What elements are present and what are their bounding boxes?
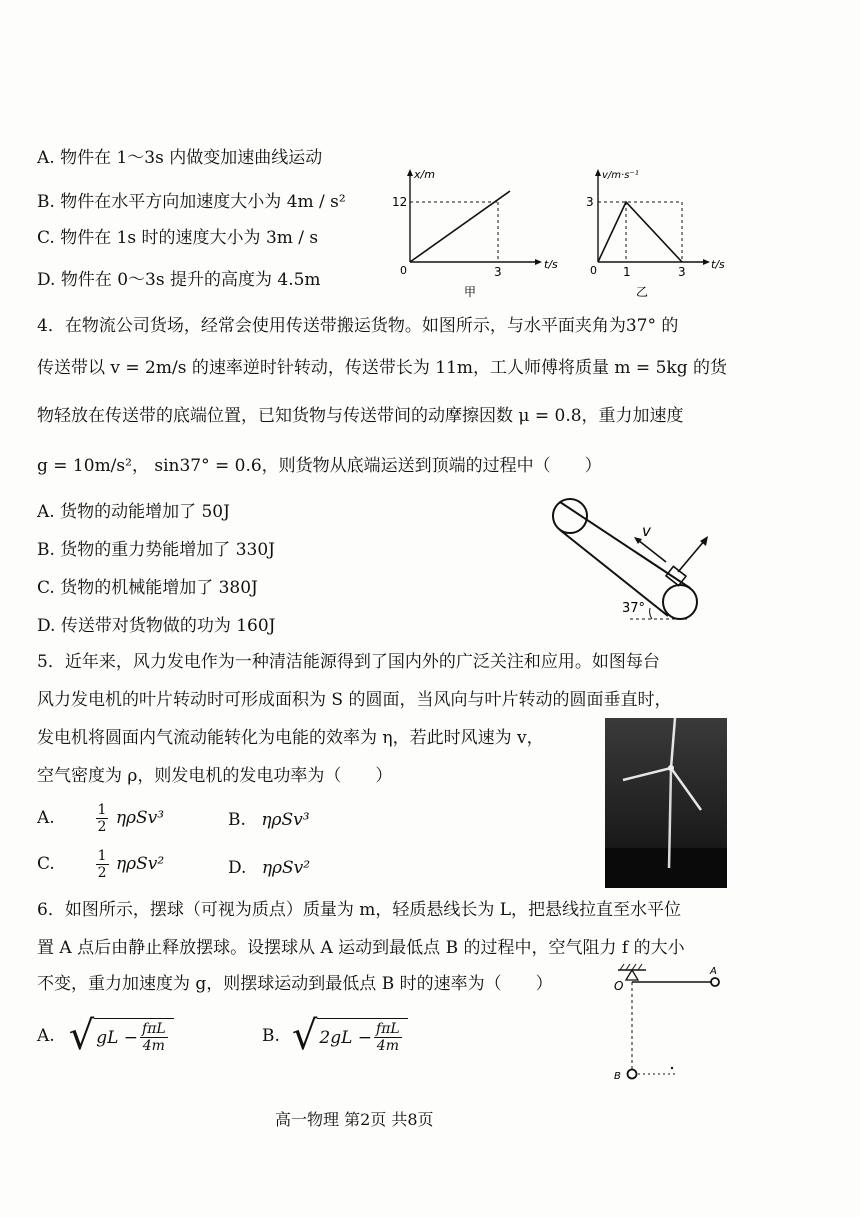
- label-a: A: [710, 966, 717, 977]
- velocity-label: v: [642, 522, 651, 540]
- label-b: B: [614, 1071, 621, 1082]
- label-o: O: [614, 979, 624, 993]
- graph-yi-xlabel: t/s: [711, 258, 725, 271]
- ball-at-b: [628, 1070, 637, 1079]
- graph-yi-origin: 0: [590, 264, 597, 277]
- q4-option-c: C. 货物的机械能增加了 380J: [37, 578, 258, 598]
- q5-option-c: C. $\frac{1}{2}$ ηρSv²: [37, 848, 165, 881]
- q4-stem-line-4: g = 10m/s²， sin37° = 0.6，则货物从底端运送到顶端的过程中（ ）: [37, 456, 602, 476]
- q6-option-b: B. √ 2gL − $\frac{\text{fπL}}{4m}$: [262, 1016, 408, 1056]
- conveyor-belt-figure: [540, 488, 720, 628]
- turbine-blade: [671, 768, 701, 810]
- q6-b-prefix: 2gL −: [319, 1027, 373, 1048]
- graph-jia-origin: 0: [400, 264, 407, 277]
- q3-option-c: C. 物件在 1s 时的速度大小为 3m / s: [37, 228, 319, 248]
- q5-stem-line-1: 5．近年来，风力发电作为一种清洁能源得到了国内外的广泛关注和应用。如图每台: [37, 652, 660, 672]
- graph-jia-ytick: 12: [392, 195, 408, 209]
- q6-option-a: A. √ gL − $\frac{\text{fπL}}{4m}$: [37, 1016, 174, 1056]
- q4-option-a: A. 货物的动能增加了 50J: [37, 502, 230, 522]
- q5-c-expression: ηρSv²: [115, 854, 165, 874]
- q5-a-denominator: 2: [97, 819, 107, 835]
- q5-stem-line-4: 空气密度为 ρ，则发电机的发电功率为（ ）: [37, 766, 393, 786]
- q5-d-expression: ηρSv²: [261, 858, 311, 878]
- angle-label: 37°: [622, 601, 646, 616]
- q6-a-denominator: 4m: [142, 1038, 165, 1054]
- q5-stem-line-2: 风力发电机的叶片转动时可形成面积为 S 的圆面，当风向与叶片转动的圆面垂直时，: [37, 690, 672, 710]
- q6-stem-line-2: 置 A 点后由静止释放摆球。设摆球从 A 运动到最低点 B 的过程中，空气阻力 f 的大小: [37, 938, 685, 958]
- graph-jia-ylabel: x/m: [414, 168, 435, 181]
- graph-jia-caption: 甲: [464, 285, 477, 299]
- graph-jia-xlabel: t/s: [544, 258, 558, 271]
- velocity-arrow: [638, 540, 666, 562]
- pivot: [626, 970, 638, 980]
- graph-yi-xtick-3: 3: [678, 265, 686, 279]
- q3-option-a: A. 物件在 1～3s 内做变加速曲线运动: [37, 148, 323, 168]
- graph-yi-ylabel: v/m·s⁻¹: [602, 170, 639, 181]
- q4-stem-line-3: 物轻放在传送带的底端位置，已知货物与传送带间的动摩擦因数 μ = 0.8，重力加速度: [37, 406, 684, 426]
- q5-option-d: D. ηρSv²: [228, 858, 311, 878]
- bottom-roller: [663, 585, 697, 619]
- graph-yi-caption: 乙: [636, 285, 649, 299]
- q6-b-denominator: 4m: [376, 1038, 399, 1054]
- q6-a-numerator: fπL: [142, 1021, 166, 1037]
- graph-yi-line: [598, 202, 682, 262]
- q4-option-b: B. 货物的重力势能增加了 330J: [37, 540, 275, 560]
- graph-yi-xtick-1: 1: [623, 265, 631, 279]
- graph-yi: [584, 166, 734, 300]
- q4-option-d: D. 传送带对货物做的功为 160J: [37, 616, 276, 636]
- pendulum-figure: [606, 962, 736, 1092]
- q4-stem-line-1: 4．在物流公司货场，经常会使用传送带搬运货物。如图所示，与水平面夹角为37° 的: [37, 316, 679, 336]
- q6-stem-line-3: 不变，重力加速度为 g，则摆球运动到最低点 B 时的速率为（ ）: [37, 974, 553, 994]
- graph-jia-xtick: 3: [494, 265, 502, 279]
- q5-c-denominator: 2: [97, 865, 107, 881]
- q5-option-a: A. $\frac{1}{2}$ ηρSv³: [37, 802, 165, 835]
- graph-yi-ytick: 3: [586, 195, 594, 209]
- turbine-blade: [623, 768, 671, 780]
- q5-a-numerator: 1: [97, 802, 107, 818]
- q3-option-d: D. 物件在 0～3s 提升的高度为 4.5m: [37, 270, 321, 290]
- q6-a-prefix: gL −: [96, 1027, 139, 1048]
- wind-turbine-photo: [605, 718, 727, 888]
- ball-at-a: [711, 978, 719, 986]
- q5-option-b: B. ηρSv³: [228, 810, 310, 830]
- belt-lower-edge: [560, 530, 668, 616]
- q6-stem-line-1: 6．如图所示，摆球（可视为质点）质量为 m，轻质悬线长为 L，把悬线拉直至水平位: [37, 900, 682, 920]
- q6-b-numerator: fπL: [376, 1021, 400, 1037]
- q5-b-expression: ηρSv³: [261, 810, 310, 830]
- q5-a-expression: ηρSv³: [115, 808, 165, 828]
- q5-stem-line-3: 发电机将圆面内气流动能转化为电能的效率为 η，若此时风速为 v，: [37, 728, 544, 748]
- page-footer: 高一物理 第2页 共8页: [275, 1110, 434, 1129]
- q5-c-numerator: 1: [97, 848, 107, 864]
- turbine-blade: [671, 718, 675, 768]
- q3-option-b: B. 物件在水平方向加速度大小为 4m / s²: [37, 192, 346, 212]
- graph-jia: [388, 166, 568, 300]
- q4-stem-line-2: 传送带以 v = 2m/s 的速率逆时针转动，传送带长为 11m，工人师傅将质量 m = 5kg 的货: [37, 358, 727, 378]
- normal-force-arrow: [678, 540, 705, 572]
